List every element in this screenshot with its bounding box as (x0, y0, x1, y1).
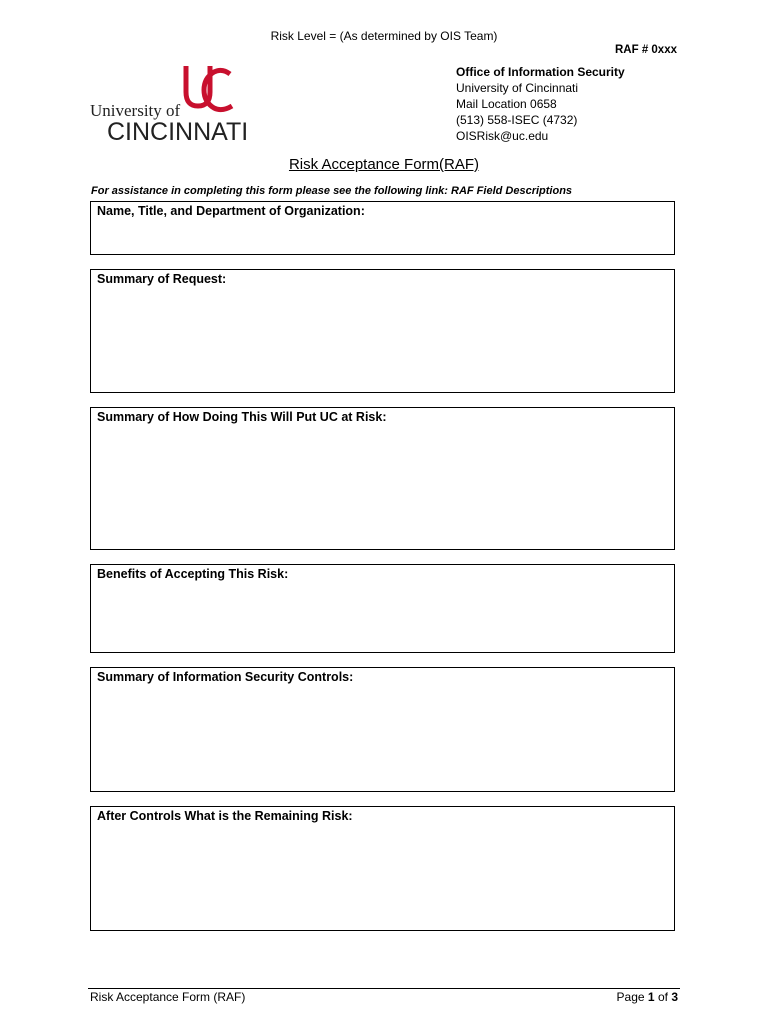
field-label: After Controls What is the Remaining Risk: (97, 809, 353, 823)
raf-number: RAF # 0xxx (614, 44, 677, 56)
office-mail-location: Mail Location 0658 (456, 97, 557, 111)
office-university: University of Cincinnati (456, 81, 579, 95)
field-remaining-risk[interactable] (90, 806, 675, 931)
uc-monogram-icon (186, 66, 232, 110)
footer-divider (88, 988, 680, 989)
logo-line-1: University of (90, 101, 181, 120)
page-current: 1 (647, 990, 655, 1004)
office-email: OISRisk@uc.edu (456, 129, 549, 143)
field-name-title-department[interactable] (90, 201, 675, 255)
form-title: Risk Acceptance Form(RAF) (288, 156, 480, 173)
office-phone: (513) 558-ISEC (4732) (456, 113, 578, 127)
logo-line-2: CINCINNATI (107, 118, 249, 144)
university-logo (90, 62, 260, 144)
page-total: 3 (671, 990, 678, 1004)
office-contact (456, 64, 625, 144)
field-label: Benefits of Accepting This Risk: (97, 567, 289, 581)
footer-form-name: Risk Acceptance Form (RAF) (90, 990, 246, 1004)
field-benefits[interactable] (90, 564, 675, 653)
field-label: Summary of How Doing This Will Put UC at Risk: (97, 410, 387, 424)
field-risk-summary[interactable] (90, 407, 675, 550)
risk-level-note: Risk Level = (As determined by OIS Team) (270, 29, 498, 43)
field-label: Summary of Request: (97, 272, 227, 286)
page-of: of (657, 990, 668, 1004)
field-security-controls[interactable] (90, 667, 675, 792)
page-prefix: Page (616, 990, 645, 1004)
page-indicator (617, 990, 678, 1004)
field-label: Name, Title, and Department of Organization: (97, 204, 365, 218)
assistance-note: For assistance in completing this form please see the following link: RAF Field Descriptions (91, 185, 573, 197)
field-label: Summary of Information Security Controls: (97, 670, 354, 684)
field-summary-of-request[interactable] (90, 269, 675, 393)
office-name: Office of Information Security (456, 65, 625, 79)
